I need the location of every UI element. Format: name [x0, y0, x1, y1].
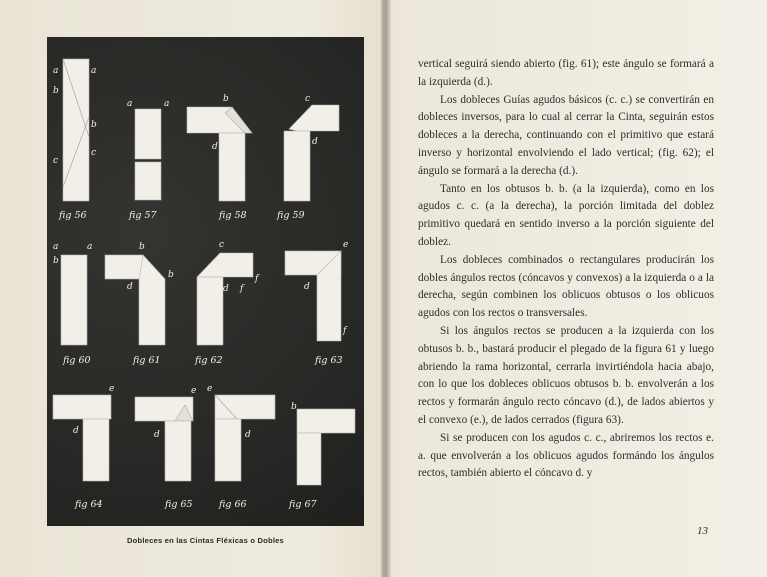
folding-figures-illustration: [47, 37, 364, 526]
svg-text:d: d: [312, 137, 318, 147]
book-gutter: [381, 0, 391, 577]
photo-plate: [47, 37, 364, 526]
svg-text:a: a: [53, 242, 59, 252]
svg-text:b: b: [291, 402, 297, 412]
paragraph-2: Los dobleces Guías agudos básicos (c. c.) se convertirán en dobleces inversos, para lo cual al cerrar la Cinta, seguirán estos dobleces a la derecha, continuando con el primitivo que estará inverso y horizontal envolviendo el lado vertical; (fig. 62); el ángulo se formará a la derecha (d.).: [418, 93, 714, 177]
figure-59: [276, 94, 339, 221]
plate-caption: Dobleces en las Cintas Fléxicas o Dobles: [127, 536, 284, 545]
figure-62: [194, 240, 260, 366]
svg-text:e: e: [343, 240, 349, 250]
figure-57: [127, 99, 169, 221]
svg-text:b: b: [91, 120, 97, 130]
paragraph-5: Si los ángulos rectos se producen a la izquierda con los obtusos b. b., bastará producir el plegado de la figura 61 y luego abriendo la rama horizontal, cerrarla invirtiéndola hacia abajo, con lo que los dobleces oblicuos obtusos b. b. envolverán a los rectos y formarán ángulo recto cóncavo (d.), de lados abiertos y el convexo (e.), de lados cerrados (figura 63).: [418, 324, 714, 426]
figure-67: [288, 402, 355, 510]
svg-text:b: b: [53, 256, 59, 266]
figure-61: [105, 242, 174, 366]
svg-text:d: d: [245, 430, 251, 440]
svg-text:c: c: [53, 156, 59, 166]
body-text: [418, 56, 714, 483]
svg-text:a: a: [164, 99, 170, 109]
svg-text:c: c: [219, 240, 225, 250]
svg-text:fig 62: fig 62: [195, 355, 223, 366]
svg-text:fig 63: fig 63: [315, 355, 343, 366]
svg-text:a: a: [87, 242, 93, 252]
page-number: 13: [697, 525, 708, 537]
svg-text:fig 59: fig 59: [277, 210, 305, 221]
svg-text:fig 65: fig 65: [165, 499, 193, 510]
svg-text:c: c: [199, 282, 205, 292]
svg-text:fig 56: fig 56: [59, 210, 87, 221]
svg-text:a: a: [53, 66, 59, 76]
svg-text:a: a: [127, 99, 133, 109]
svg-text:d: d: [73, 426, 79, 436]
paragraph-4: Los dobleces combinados o rectangulares producirán los dobles ángulos rectos (cóncavos y convexos) a la izquierda o a la derecha, según combinen los oblicuos obtusos o los oblicuos agudos con los rectos o transversales.: [418, 253, 714, 320]
svg-text:fig 57: fig 57: [129, 210, 157, 221]
figure-58: [187, 94, 252, 221]
figure-60: [53, 242, 92, 366]
figure-64: [53, 384, 114, 510]
figure-56: [53, 59, 97, 221]
svg-text:d: d: [223, 284, 229, 294]
svg-text:d: d: [212, 142, 218, 152]
svg-text:fig 61: fig 61: [133, 355, 161, 366]
svg-text:fig 66: fig 66: [219, 499, 247, 510]
svg-text:e: e: [207, 384, 213, 394]
svg-text:fig 64: fig 64: [75, 499, 103, 510]
svg-text:e: e: [191, 386, 197, 396]
svg-text:c: c: [91, 148, 97, 158]
paragraph-1: vertical seguirá siendo abierto (fig. 61); este ángulo se formará a la izquierda (d.).: [418, 58, 714, 88]
svg-text:f: f: [240, 284, 244, 294]
svg-text:b: b: [223, 94, 229, 104]
figure-65: [135, 386, 196, 510]
svg-text:c: c: [305, 94, 311, 104]
svg-text:d: d: [154, 430, 160, 440]
svg-text:b: b: [168, 270, 174, 280]
svg-text:b: b: [139, 242, 145, 252]
svg-text:a: a: [91, 66, 97, 76]
svg-text:d: d: [127, 282, 133, 292]
figure-66: [207, 384, 275, 510]
svg-text:e: e: [91, 408, 97, 418]
paragraph-3: Tanto en los obtusos b. b. (a la izquierda), como en los agudos c. c. (a la derecha), la porción limitada del doblez primitivo quedará en sentido inverso a la porción siguiente del doblez.: [418, 182, 714, 248]
svg-text:b: b: [53, 86, 59, 96]
svg-text:f: f: [343, 326, 347, 336]
svg-text:fig 58: fig 58: [219, 210, 247, 221]
svg-text:d: d: [303, 438, 309, 448]
svg-text:fig 60: fig 60: [63, 355, 91, 366]
figure-63: [285, 240, 348, 366]
svg-text:e: e: [109, 384, 115, 394]
paragraph-6: Si se producen con los agudos c. c., abriremos los rectos e. a. que envolverán a los oblicuos agudos formándo los ángulos rectos, también abierto el cóncavo d. y: [418, 431, 714, 480]
svg-text:d: d: [304, 282, 310, 292]
svg-text:fig 67: fig 67: [289, 499, 317, 510]
svg-text:f: f: [255, 274, 259, 284]
